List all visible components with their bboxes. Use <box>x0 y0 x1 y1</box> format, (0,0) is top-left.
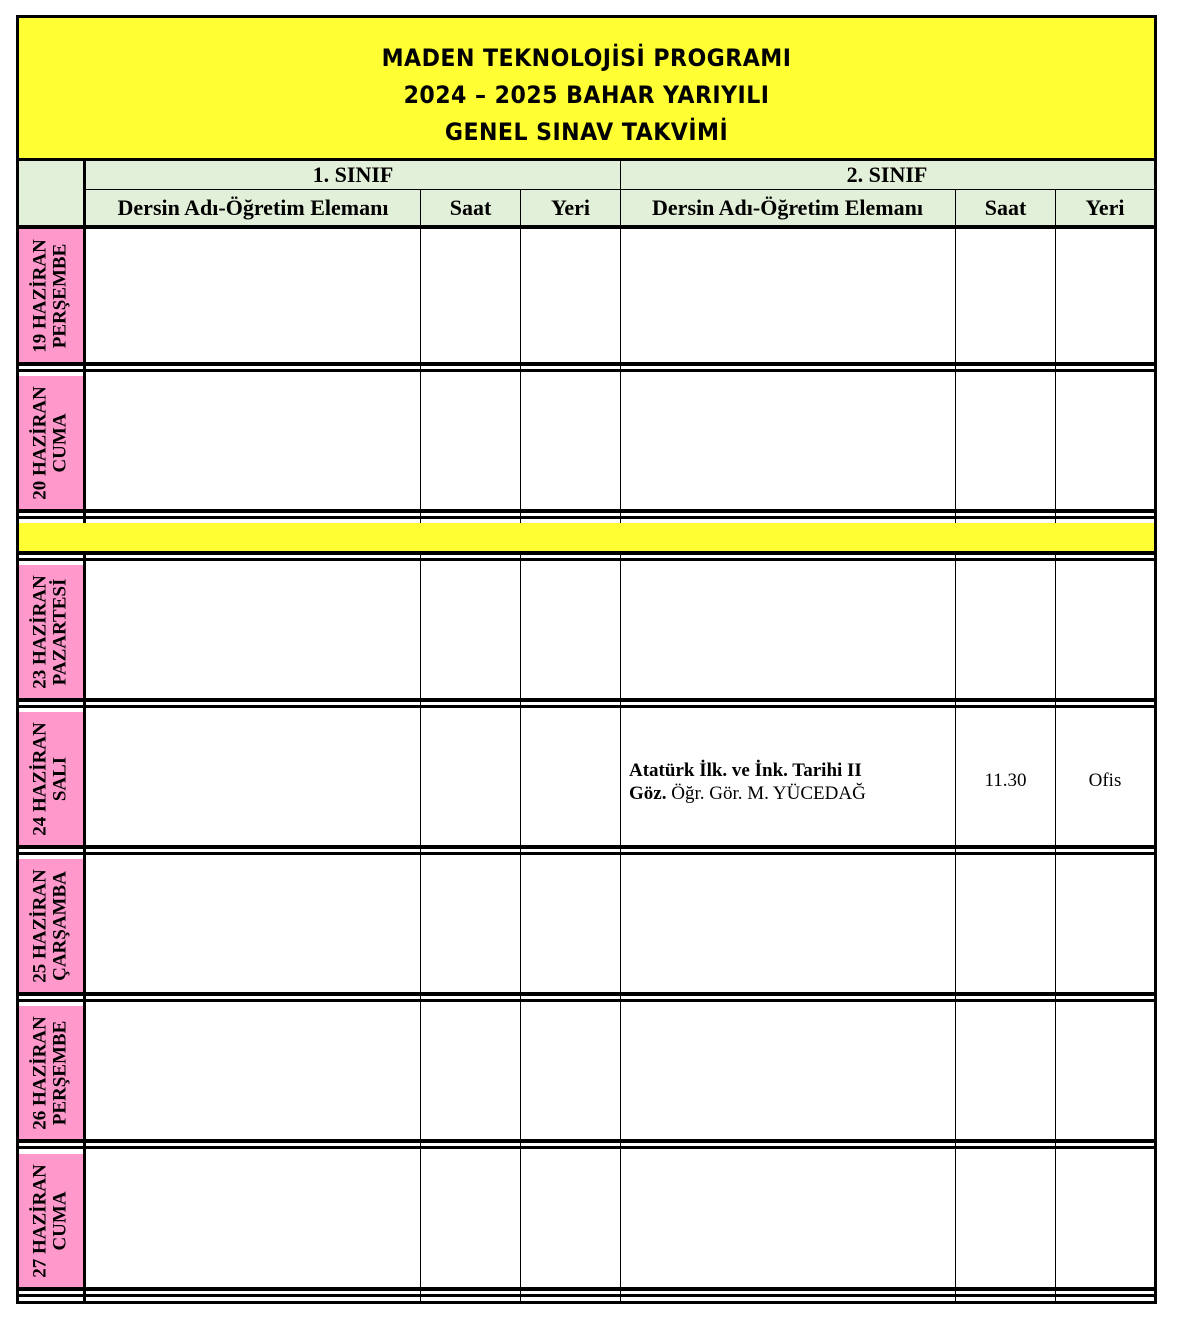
week-separator-band <box>19 523 1154 551</box>
schedule-title <box>19 18 1154 158</box>
day-label-20: 20 HAZİRAN CUMA <box>30 385 72 500</box>
exam-schedule-table <box>16 15 1157 1304</box>
header-corner-cell <box>19 161 83 225</box>
col-time-first: Saat <box>449 194 492 220</box>
day-label-19: 19 HAZİRAN PERŞEMBE <box>30 238 72 353</box>
title-calendar: GENEL SINAV TAKVİMİ <box>444 118 729 146</box>
day-label-27: 27 HAZİRAN CUMA <box>30 1163 72 1278</box>
exam-course-name: Atatürk İlk. ve İnk. Tarihi II <box>629 760 862 781</box>
day-label-25: 25 HAZİRAN ÇARŞAMBA <box>30 868 72 983</box>
day-label-26: 26 HAZİRAN PERŞEMBE <box>30 1015 72 1130</box>
exam-time: 11.30 <box>984 770 1027 791</box>
day-label-24: 24 HAZİRAN SALI <box>30 721 72 836</box>
col-time-second: Saat <box>984 194 1027 220</box>
col-place-first: Yeri <box>550 194 591 220</box>
group-first-year: 1. SINIF <box>312 162 394 187</box>
exam-place: Ofis <box>1088 770 1122 791</box>
exam-proctor-line <box>629 782 949 805</box>
col-course-first: Dersin Adı-Öğretim Elemanı <box>117 194 389 220</box>
title-term: 2024 – 2025 BAHAR YARIYILI <box>403 81 770 109</box>
group-second-year: 2. SINIF <box>846 162 928 187</box>
proctor-label: Göz. <box>629 783 667 804</box>
day-label-23: 23 HAZİRAN PAZARTESİ <box>30 574 72 689</box>
col-course-second: Dersin Adı-Öğretim Elemanı <box>652 194 923 220</box>
col-place-second: Yeri <box>1085 194 1125 220</box>
title-program: MADEN TEKNOLOJİSİ PROGRAMI <box>381 44 792 72</box>
exam-course-entry <box>629 759 949 805</box>
proctor-name: Öğr. Gör. M. YÜCEDAĞ <box>671 783 866 804</box>
